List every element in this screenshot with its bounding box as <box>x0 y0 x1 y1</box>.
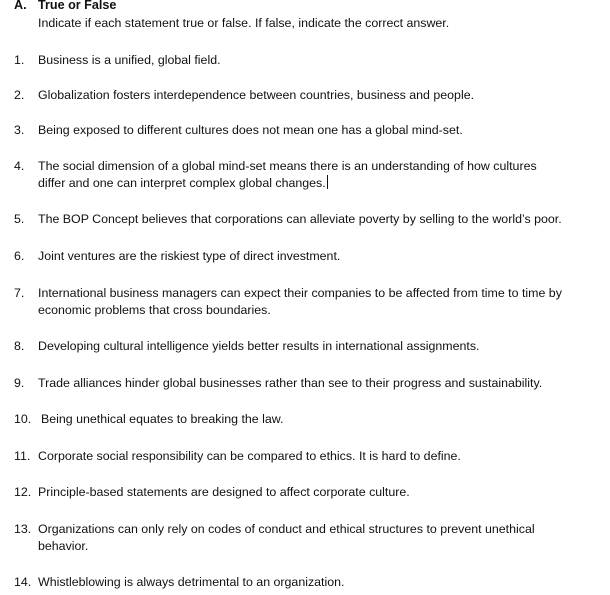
question-text: Joint ventures are the riskiest type of direct investment. <box>38 249 341 263</box>
question-item-5 <box>14 211 610 228</box>
question-number: 9. <box>14 376 25 390</box>
question-number: 10. <box>14 412 32 426</box>
question-item-14 <box>14 574 610 591</box>
question-text: Being unethical equates to breaking the law. <box>41 412 284 426</box>
question-item-6 <box>14 248 610 265</box>
section-heading <box>14 0 116 13</box>
question-item-7 <box>14 285 610 319</box>
question-text: Principle-based statements are designed to affect corporate culture. <box>38 485 410 499</box>
question-number: 14. <box>14 575 32 589</box>
question-number: 7. <box>14 286 25 300</box>
section-letter: A. <box>14 0 27 12</box>
question-item-12 <box>14 484 610 501</box>
question-text: Globalization fosters interdependence between countries, business and people. <box>38 88 475 102</box>
question-number: 5. <box>14 212 25 226</box>
question-item-8 <box>14 338 610 355</box>
question-item-11 <box>14 448 610 465</box>
question-number: 12. <box>14 485 32 499</box>
question-number: 4. <box>14 159 25 173</box>
question-item-10 <box>14 411 610 428</box>
question-item-1 <box>14 52 610 69</box>
question-text: Business is a unified, global field. <box>38 53 221 67</box>
question-text-with-cursor[interactable] <box>38 158 610 192</box>
question-text: The BOP Concept believes that corporations can alleviate poverty by selling to the world’s poor. <box>38 212 562 226</box>
question-text: Developing cultural intelligence yields better results in international assignments. <box>38 339 480 353</box>
question-item-4[interactable] <box>14 158 610 192</box>
question-item-3 <box>14 122 610 139</box>
text-cursor <box>327 175 328 189</box>
question-item-2 <box>14 87 610 104</box>
question-text: Being exposed to different cultures does not mean one has a global mind-set. <box>38 123 463 137</box>
question-number: 3. <box>14 123 25 137</box>
question-text: The social dimension of a global mind-set means there is an understanding of how cultures differ and one can interpret complex global changes. <box>38 159 537 190</box>
question-number: 13. <box>14 522 32 536</box>
question-text: Whistleblowing is always detrimental to an organization. <box>38 575 345 589</box>
question-number: 8. <box>14 339 25 353</box>
question-text: Organizations can only rely on codes of conduct and ethical structures to prevent unethical behavior. <box>38 522 535 553</box>
question-text: Trade alliances hinder global businesses rather than see to their progress and sustainability. <box>38 376 543 390</box>
question-number: 11. <box>14 449 31 463</box>
question-number: 1. <box>14 53 25 67</box>
question-item-9 <box>14 375 610 392</box>
question-number: 2. <box>14 88 25 102</box>
question-text: International business managers can expect their companies to be affected from time to time by economic problems that cross boundaries. <box>38 286 562 317</box>
question-item-13 <box>14 521 610 555</box>
question-number: 6. <box>14 249 25 263</box>
question-text: Corporate social responsibility can be compared to ethics. It is hard to define. <box>38 449 461 463</box>
section-title: True or False <box>38 0 117 12</box>
instructions-text: Indicate if each statement true or false. If false, indicate the correct answer. <box>38 16 450 30</box>
